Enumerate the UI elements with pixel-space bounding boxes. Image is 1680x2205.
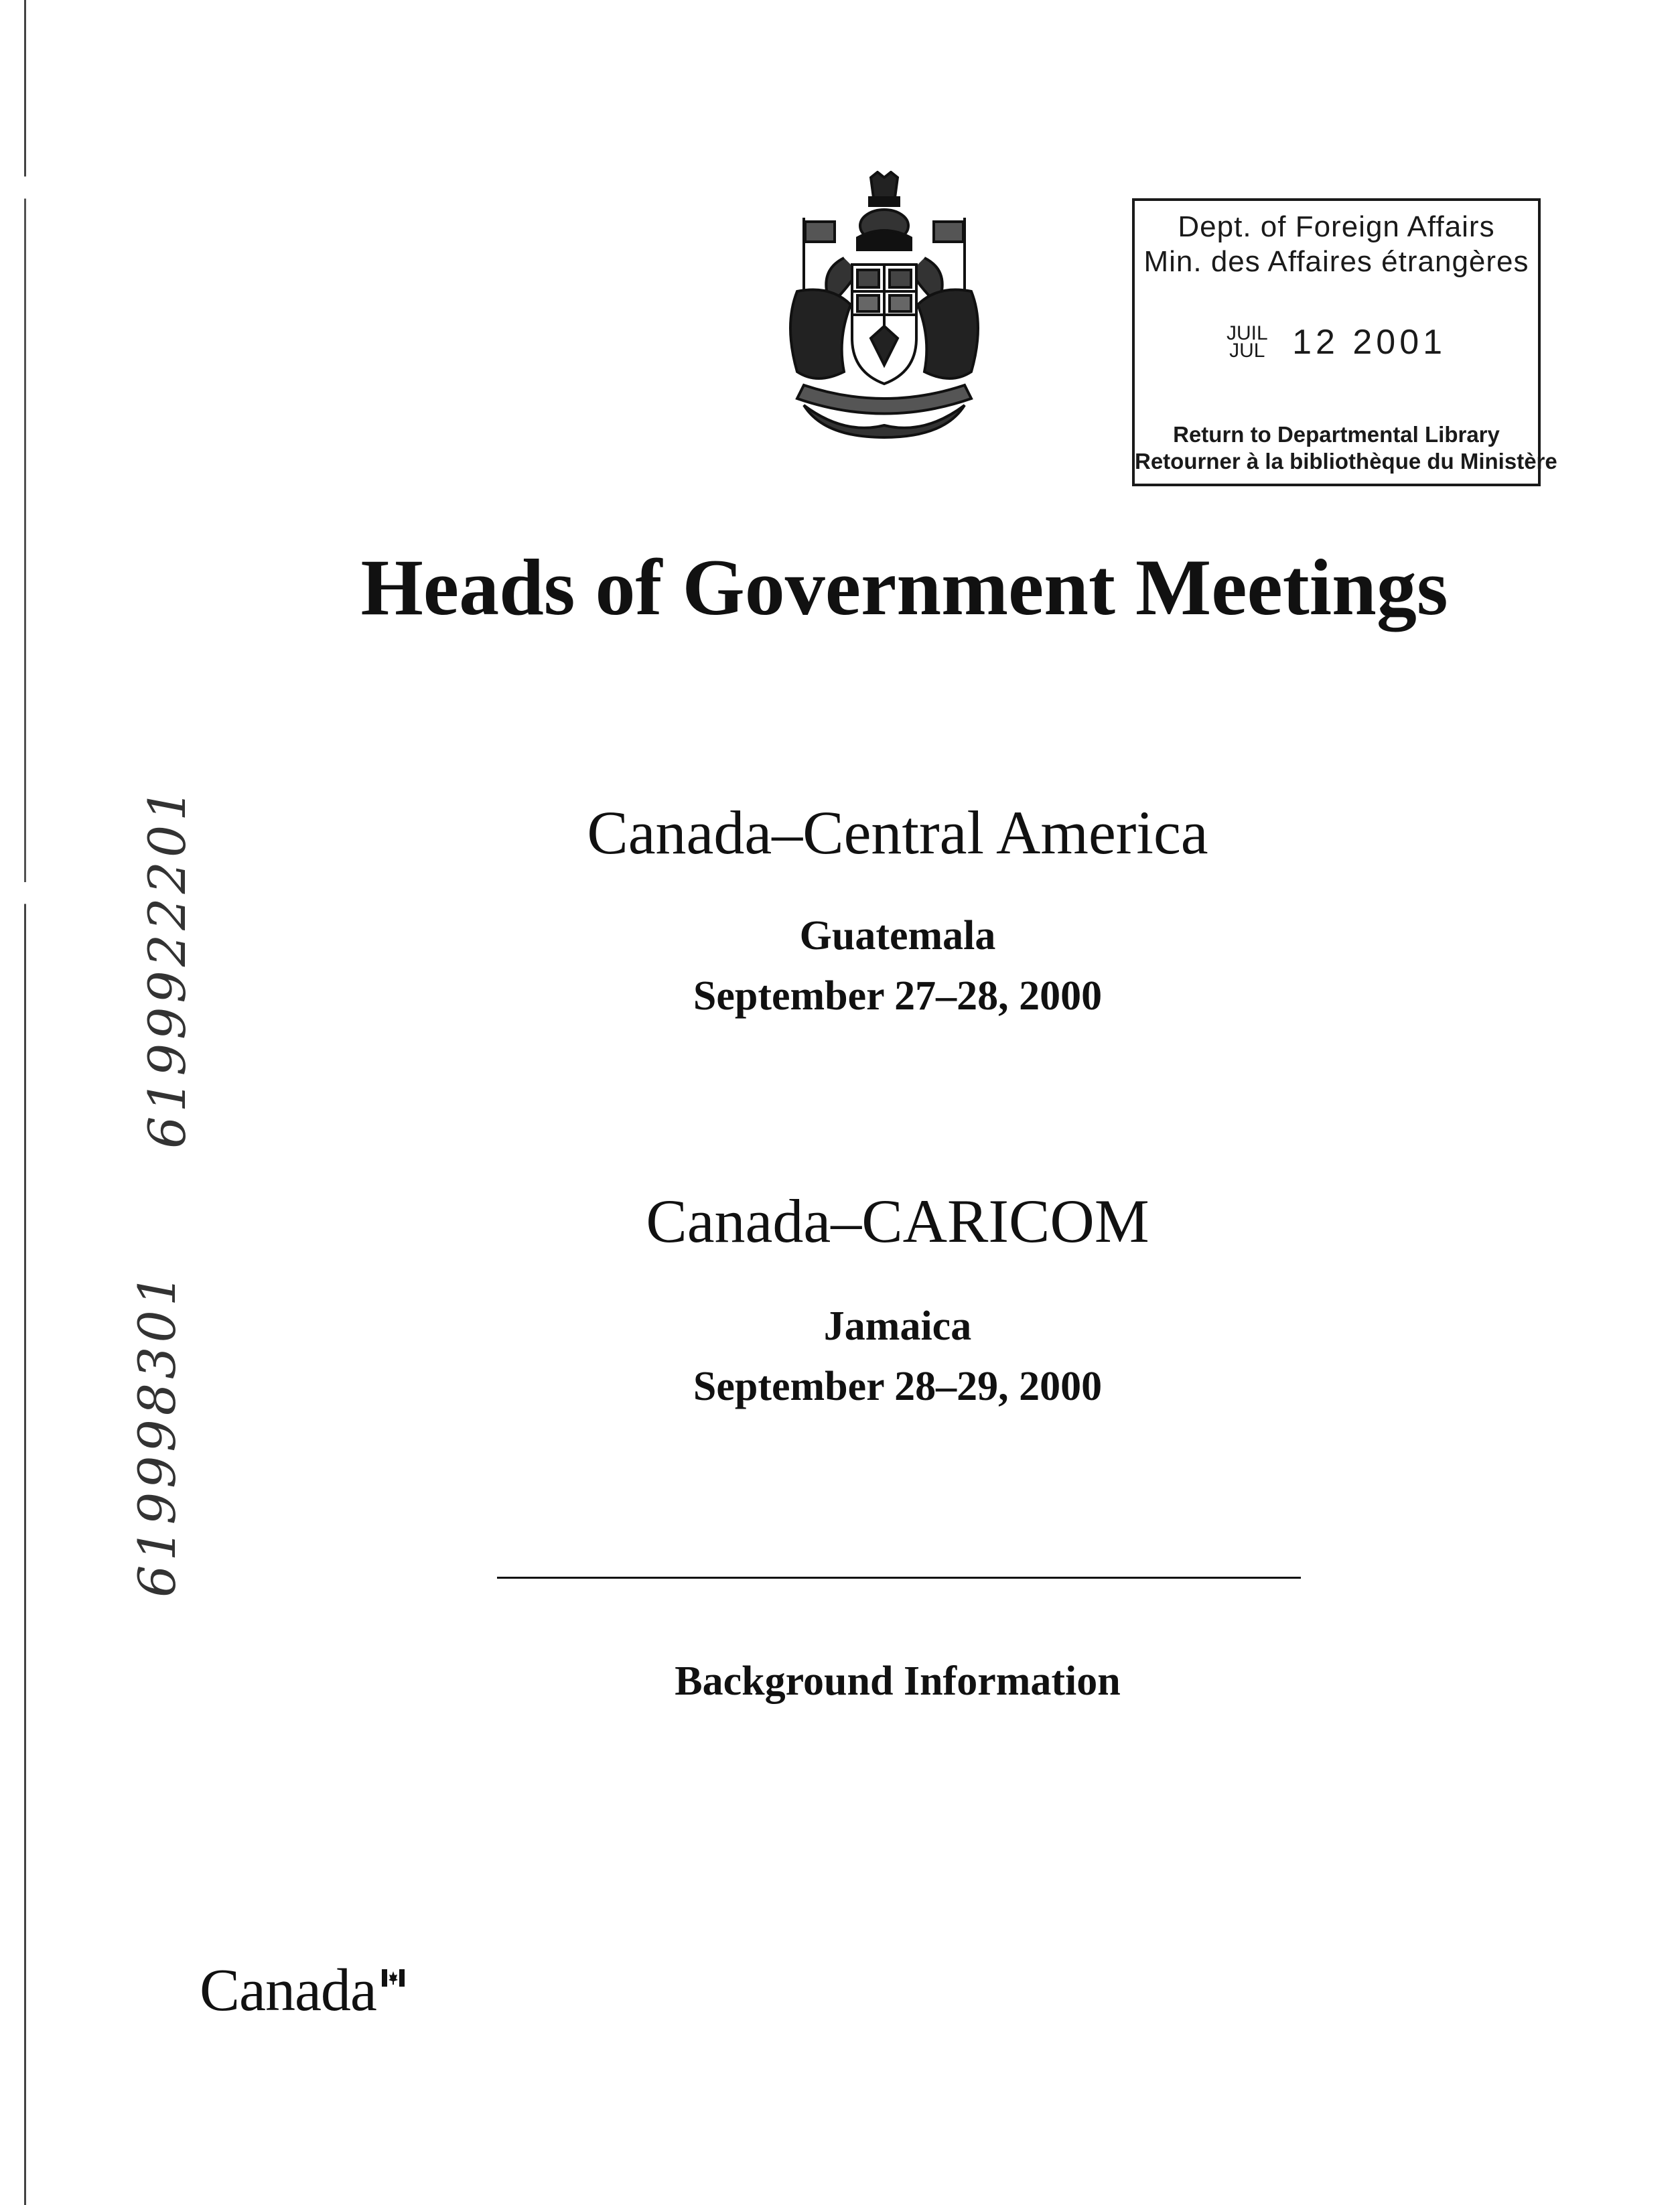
stamp-month-en: JUL (1229, 340, 1265, 362)
stamp-date (1135, 320, 1538, 362)
stamp-day-year: 12 2001 (1292, 323, 1447, 362)
divider-rule (497, 1577, 1301, 1579)
canada-flag-icon (382, 1969, 405, 1987)
section2-heading: Canada–CARICOM (646, 1187, 1149, 1255)
handwritten-note-2: 619998301 (127, 1269, 187, 1597)
coat-of-arms-icon (777, 171, 991, 439)
stamp-return-fr: Retourner à la bibliothèque du Ministère (1135, 449, 1557, 474)
canada-wordmark: Canada (200, 1957, 376, 2023)
library-stamp (1132, 198, 1557, 486)
stamp-month (1226, 322, 1268, 362)
document-subtitle: Background Information (675, 1658, 1121, 1704)
handwritten-note-1: 6199922201 (137, 784, 197, 1149)
page-title: Heads of Government Meetings (360, 543, 1448, 632)
section1-dates: September 27–28, 2000 (693, 973, 1103, 1019)
stamp-return-en: Return to Departmental Library (1173, 422, 1500, 447)
stamp-department-en: Dept. of Foreign Affairs (1178, 210, 1495, 243)
section1-location: Guatemala (799, 913, 996, 958)
section1-heading: Canada–Central America (587, 798, 1208, 867)
scan-edge-line (24, 0, 26, 2205)
stamp-month-fr: JUIL (1226, 322, 1268, 345)
section2-dates: September 28–29, 2000 (693, 1364, 1103, 1409)
section2-location: Jamaica (823, 1303, 972, 1349)
stamp-department-fr: Min. des Affaires étrangères (1143, 245, 1529, 278)
